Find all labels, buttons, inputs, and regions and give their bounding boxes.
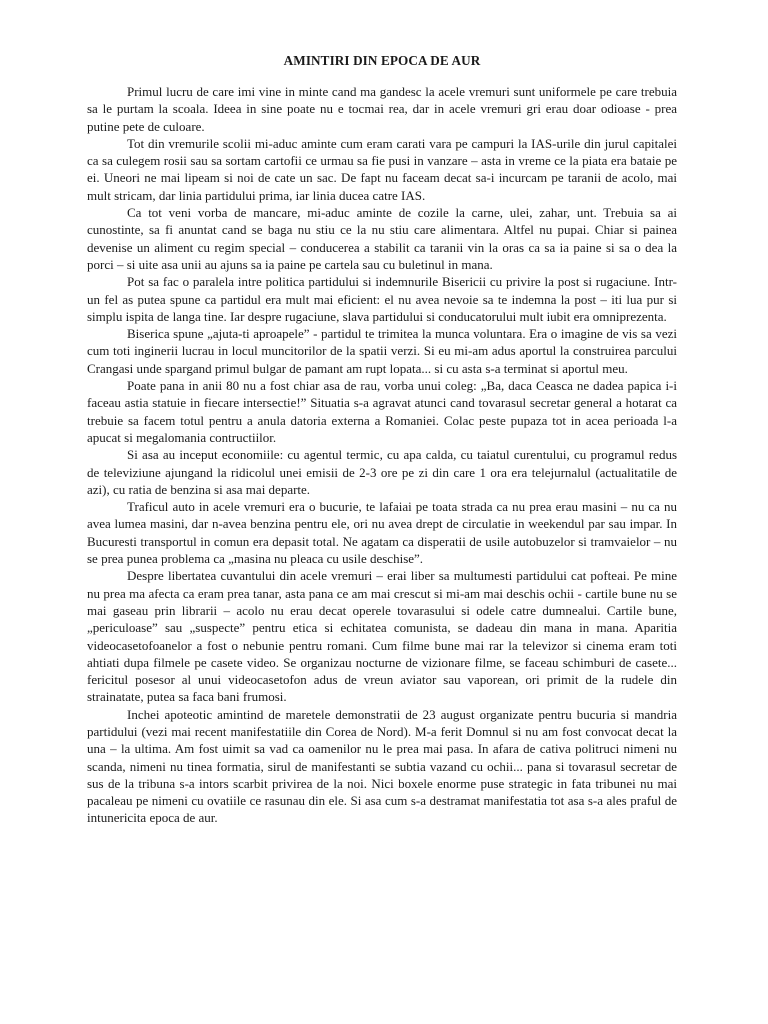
- paragraph-8: Traficul auto in acele vremuri era o bucurie, te lafaiai pe toata strada ca nu prea erau masini – nu ca nu avea lumea masini, dar n-avea benzina pentru ele, ori nu avea drept de circulatie in weekendul par sau impar. In Bucuresti transportul in comun era depasit total. Ne agatam ca disperatii de usile autobuzelor si tramvaielor – nu se prea punea problema ca „masina nu pleaca cu usile deschise”.: [87, 499, 677, 567]
- document-page: [87, 52, 677, 827]
- paragraph-7: Si asa au inceput economiile: cu agentul termic, cu apa calda, cu taiatul curentului, cu programul redus de televiziune ajungand la ridicolul unei emisii de 2-3 ore pe zi din care 1 ora era telejurnalul (actualitatile de azi), cu ratia de benzina si asa mai departe.: [87, 447, 677, 497]
- document-body: [87, 83, 677, 827]
- paragraph-1: Primul lucru de care imi vine in minte cand ma gandesc la acele vremuri sunt uniformele pe care trebuia sa le purtam la scoala. Ideea in sine poate nu e tocmai rea, dar in acele vremuri gri erau doar odioase - prea putine pete de culoare.: [87, 84, 677, 134]
- paragraph-9: Despre libertatea cuvantului din acele vremuri – erai liber sa multumesti partidului cat pofteai. Pe mine nu prea ma afecta ca eram prea tanar, asta pana ce am mai crescut si mi-am mai deschis ochii - cartile bune nu se mai gaseau prin librarii – acolo nu erau decat operele tovarasului si odele catre dumnealui. Cartile bune, „periculoase” sau „suspecte” pentru etica si echitatea comunista, se dadeau din mana in mana. Aparitia videocasetofoanelor a fost o nebunie pentru romani. Cum filme bune mai rar la televizor si cinema eram toti ahtiati dupa filmele pe casete video. Se organizau nocturne de vizionare filme, se faceau schimburi de casete... fericitul posesor al unui videocasetofon adus de vreun aviator sau vaporean, ori primit de la rudele din strainatate, putea sa faca bani frumosi.: [87, 568, 677, 705]
- paragraph-6: Poate pana in anii 80 nu a fost chiar asa de rau, vorba unui coleg: „Ba, daca Ceasca ne dadea papica i-i faceau astia statuie in fiecare intersectie!” Situatia s-a agravat atunci cand tovarasul secretar general a hotarat ca trebuie sa facem totul pentru a anula datoria externa a Romaniei. Colac peste pupaza tot in acea perioada l-a apucat si megalomania contructiilor.: [87, 378, 677, 445]
- paragraph-3: Ca tot veni vorba de mancare, mi-aduc aminte de cozile la carne, ulei, zahar, unt. Trebuia sa ai cunostinte, sa fi anuntat cand se baga nu stiu ce la nu stiu care alimentara. Altfel nu pupai. Chiar si painea devenise un aliment cu regim special – conducerea a stabilit ca taranii vin la oras ca sa ia paine si sa o dea la porci – si uite asa unii au ajuns sa ia paine pe cartela sau cu buletinul in mana.: [87, 205, 677, 272]
- paragraph-2: Tot din vremurile scolii mi-aduc aminte cum eram carati vara pe campuri la IAS-urile din jurul capitalei ca sa culegem rosii sau sa sortam cartofii ce urmau sa fie pusi in vanzare – asta in vreme ce la piata era bataie pe ei. Uneori ne mai lipeam si noi de cate un sac. De fapt nu faceam decat sa-i incurcam pe taranii de acolo, mai mult stricam, dar linia partidului prima, iar linia ducea catre IAS.: [87, 135, 677, 203]
- paragraph-10: Inchei apoteotic amintind de maretele demonstratii de 23 august organizate pentru bucuria si mandria partidului (vezi mai recent manifestatiile din Corea de Nord). M-a ferit Domnul si nu am fost convocat decat la una – la ultima. Am fost uimit sa vad ca oamenilor nu le prea mai pasa. In afara de cativa politruci nimeni nu scanda, nimeni nu tinea formatia, sirul de manifestanti se subtia vazand cu ochii... pana si tovarasul secretar de sus de la tribuna s-a intors scarbit privirea de la noi. Nici boxele enorme puse strategic in fata tribunei nu mai pacaleau pe nimeni cu ovatiile ce rasunau din ele. Si asa cum s-a destramat manifestatia tot asa s-a ales praful de intunericita epoca de aur.: [87, 706, 677, 826]
- paragraph-5: Biserica spune „ajuta-ti aproapele” - partidul te trimitea la munca voluntara. Era o imagine de vis sa vezi cum toti inginerii lucrau in locul muncitorilor de la spatii verzi. Si eu mi-am adus aportul la construirea parcului Crangasi unde spargand primul bulgar de pamant am rupt lopata... si cu asta s-a terminat si aportul meu.: [87, 326, 677, 376]
- document-title: AMINTIRI DIN EPOCA DE AUR: [283, 53, 481, 68]
- paragraph-4: Pot sa fac o paralela intre politica partidului si indemnurile Bisericii cu privire la post si rugaciune. Intr-un fel as putea spune ca partidul era mult mai eficient: el nu avea nevoie sa te indemna la post – iti lua pur si simplu ispita de langa tine. Iar despre rugaciune, slava partidului si conducatorului mult iubit era omniprezenta.: [87, 274, 677, 324]
